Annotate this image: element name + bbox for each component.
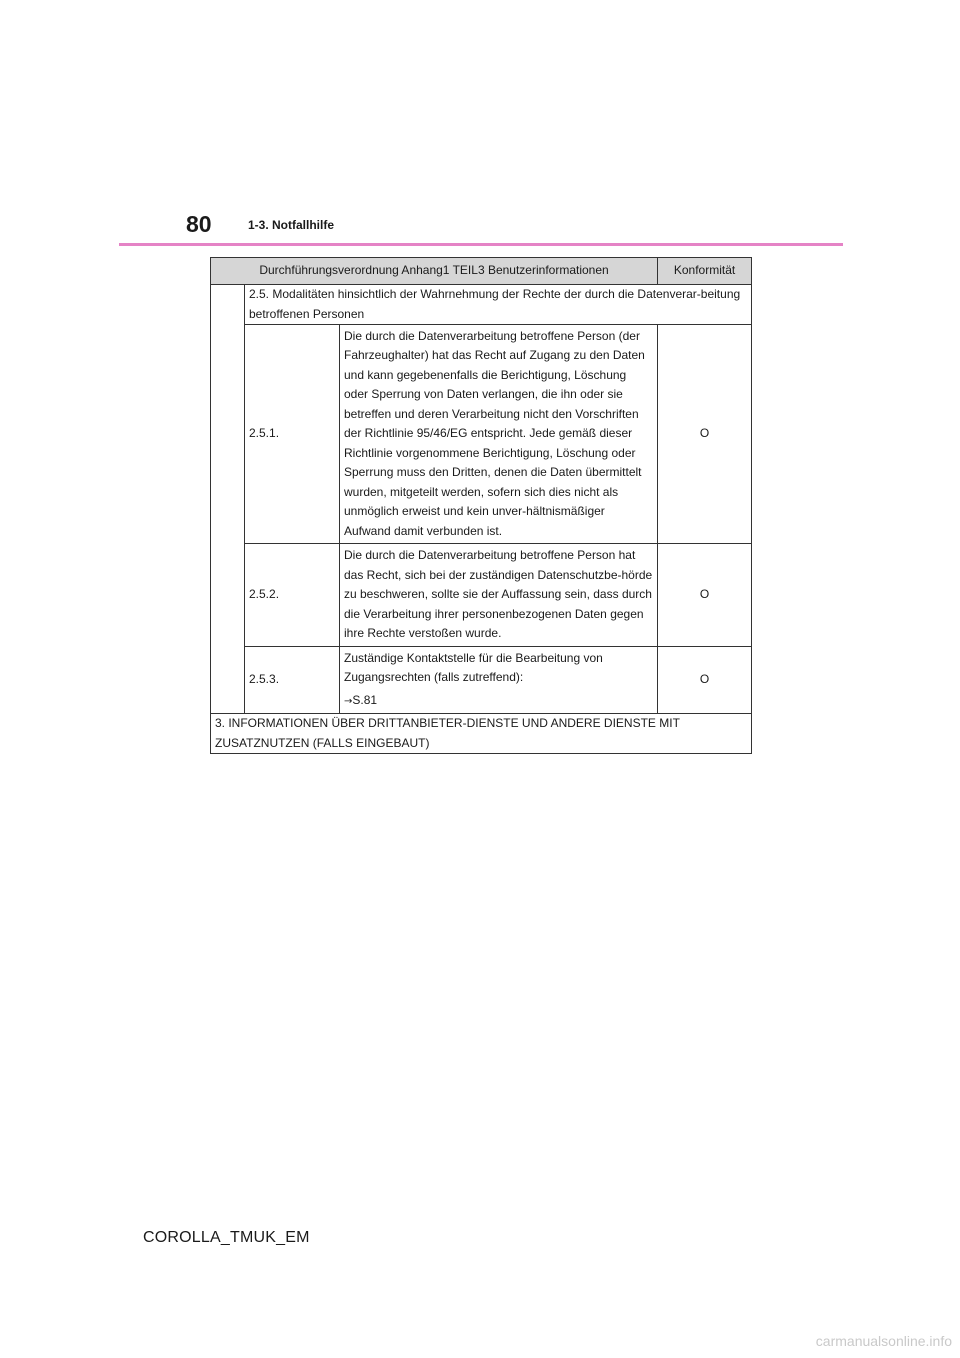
table-row — [211, 325, 752, 544]
page-reference-link[interactable]: S.81 — [352, 692, 378, 707]
table-row — [211, 544, 752, 647]
column-header-conformity: Konformität — [658, 258, 752, 285]
conformity-value: O — [658, 325, 752, 544]
indent-cell — [211, 285, 245, 714]
document-code: COROLLA_TMUK_EM — [143, 1229, 310, 1246]
clause-text-cell — [340, 647, 658, 714]
clause-text: Die durch die Datenverarbeitung betroffene Person hat das Recht, sich bei der zuständigen Datenschutzbe-hörde zu beschweren, sollte sie der Auffassung sein, dass durch die Verarbeitung ihrer personenbezogenen Daten gegen ihre Rechte verstoßen wurde. — [340, 544, 658, 647]
table-row — [211, 285, 752, 325]
conformity-value: O — [658, 647, 752, 714]
page-number: 80 — [186, 211, 212, 237]
clause-text: Zuständige Kontaktstelle für die Bearbeitung von Zugangsrechten (falls zutreffend): — [344, 650, 603, 685]
column-header-regulation: Durchführungsverordnung Anhang1 TEIL3 Benutzerinformationen — [211, 258, 658, 285]
header-divider — [119, 243, 843, 246]
watermark-text: carmanualsonline.info — [815, 1333, 952, 1349]
clause-text: Die durch die Datenverarbeitung betroffene Person (der Fahrzeughalter) hat das Recht auf Zugang zu den Daten und kann gegebenenfalls die Berichtigung, Löschung oder Sperrung von Daten verlangen, die ihn oder sie betreffen und deren Verarbeitung nicht den Vorschriften der Richtlinie 95/46/EG entspricht. Jede gemäß dieser Richtlinie vorgenommene Berichtigung, Löschung oder Sperrung muss den Dritten, denen die Daten übermittelt wurden, mitgeteilt werden, sofern sich dies nicht als unmöglich erweist und kein unver-hältnismäßiger Aufwand damit verbunden ist. — [340, 325, 658, 544]
section-heading: 3. INFORMATIONEN ÜBER DRITTANBIETER-DIENSTE UND ANDERE DIENSTE MIT ZUSATZNUTZEN (FALLS EINGEBAUT) — [211, 714, 752, 754]
table-row — [211, 647, 752, 714]
conformity-value: O — [658, 544, 752, 647]
user-information-table — [210, 257, 752, 754]
clause-number: 2.5.1. — [245, 325, 340, 544]
page-reference — [344, 691, 653, 712]
section-title: 1-3. Notfallhilfe — [248, 218, 335, 232]
arrow-right-icon: → — [344, 695, 353, 707]
clause-number: 2.5.3. — [245, 647, 340, 714]
clause-number: 2.5.2. — [245, 544, 340, 647]
table-header-row — [211, 258, 752, 285]
table-row — [211, 714, 752, 754]
subsection-heading: 2.5. Modalitäten hinsichtlich der Wahrnehmung der Rechte der durch die Datenverar-beitung betroffenen Personen — [245, 285, 752, 325]
